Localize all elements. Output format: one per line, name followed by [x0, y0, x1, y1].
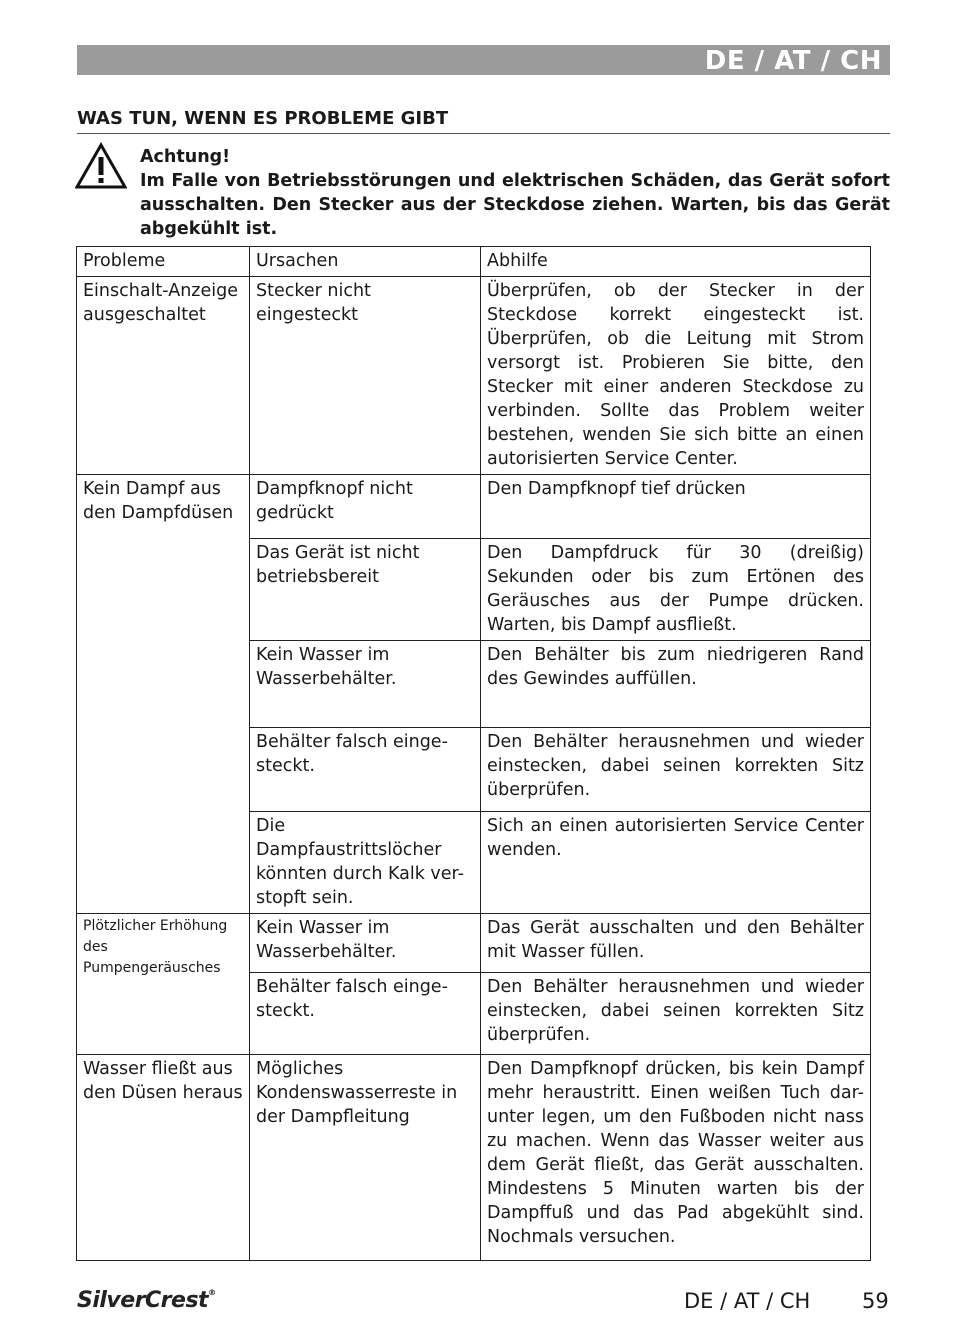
remedy-cell: Das Gerät ausschalten und den Behälter mit Wasser füllen.	[481, 914, 871, 973]
cause-cell: Mögliches Kondenswasserreste in der Dampfleitung	[250, 1055, 481, 1261]
cause-cell: Das Gerät ist nicht betriebsbereit	[250, 539, 481, 641]
warning-title: Achtung!	[140, 147, 231, 167]
troubleshooting-table	[76, 246, 871, 1261]
header-cell-remedy: Abhilfe	[481, 247, 871, 277]
remedy-cell: Den Dampfknopf drücken, bis kein Dampf mehr heraustritt. Einen weißen Tuch dar-unter legen, um den Fußboden nicht nass zu machen. Wenn das Wasser weiter aus dem Gerät fließt, das Gerät ausschalten. Mindestens 5 Minuten warten bis der Dampffuß und das Pad abgekühlt sind. Nochmals versuchen.	[481, 1055, 871, 1261]
table-header-row	[77, 247, 871, 277]
problem-cell: Kein Dampf aus den Dampfdüsen	[77, 475, 250, 914]
warning-text: Im Falle von Betriebsstörungen und elektrischen Schäden, das Gerät sofort ausschalten. Den Stecker aus der Steckdose ziehen. Warten, bis das Gerät abgekühlt ist.	[140, 171, 890, 239]
cause-cell: Behälter falsch einge-steckt.	[250, 728, 481, 812]
table-row	[77, 914, 871, 973]
header-cell-causes: Ursachen	[250, 247, 481, 277]
remedy-cell: Den Behälter herausnehmen und wieder einstecken, dabei seinen korrekten Sitz überprüfen.	[481, 973, 871, 1055]
remedy-cell: Den Dampfdruck für 30 (dreißig) Sekunden oder bis zum Ertönen des Geräusches aus der Pumpe drücken. Warten, bis Dampf ausfließt.	[481, 539, 871, 641]
table-row	[77, 277, 871, 475]
cause-cell: Stecker nicht eingesteckt	[250, 277, 481, 475]
warning-triangle-icon	[75, 142, 127, 190]
problem-cell: Plötzlicher Erhöhung des Pumpengeräusches	[77, 914, 250, 1055]
remedy-cell: Sich an einen autorisierten Service Center wenden.	[481, 812, 871, 914]
cause-cell: Die Dampfaustrittslöcher könnten durch Kalk ver-stopft sein.	[250, 812, 481, 914]
section-title: WAS TUN, WENN ES PROBLEME GIBT	[77, 107, 890, 134]
problem-cell: Wasser fließt aus den Düsen heraus	[77, 1055, 250, 1261]
remedy-cell: Überprüfen, ob der Stecker in der Steckdose korrekt eingesteckt ist. Überprüfen, ob die Leitung mit Strom versorgt ist. Probieren Sie bitte, den Stecker mit einer anderen Steckdose zu verbinden. Sollte das Problem weiter bestehen, wenden Sie sich bitte an einen autorisierten Service Center.	[481, 277, 871, 475]
remedy-cell: Den Behälter bis zum niedrigeren Rand des Gewindes auffüllen.	[481, 641, 871, 728]
remedy-cell: Den Dampfknopf tief drücken	[481, 475, 871, 539]
table-row	[77, 475, 871, 539]
cause-cell: Behälter falsch einge-steckt.	[250, 973, 481, 1055]
brand-name: SilverCrest	[77, 1288, 209, 1313]
header-title: DE / AT / CH	[704, 46, 882, 76]
problem-cell: Einschalt-Anzeige ausgeschaltet	[77, 277, 250, 475]
remedy-cell: Den Behälter herausnehmen und wieder einstecken, dabei seinen korrekten Sitz überprüfen.	[481, 728, 871, 812]
header-bar	[77, 45, 890, 75]
cause-cell: Kein Wasser im Wasserbehälter.	[250, 641, 481, 728]
cause-cell: Kein Wasser im Wasserbehälter.	[250, 914, 481, 973]
page-number: 59	[862, 1289, 889, 1313]
table-row	[77, 1055, 871, 1261]
brand-registered-mark: ®	[208, 1288, 216, 1297]
brand-logo	[77, 1288, 216, 1313]
footer-language: DE / AT / CH	[684, 1289, 811, 1313]
warning-block	[140, 145, 890, 241]
header-cell-problems: Probleme	[77, 247, 250, 277]
cause-cell: Dampfknopf nicht gedrückt	[250, 475, 481, 539]
